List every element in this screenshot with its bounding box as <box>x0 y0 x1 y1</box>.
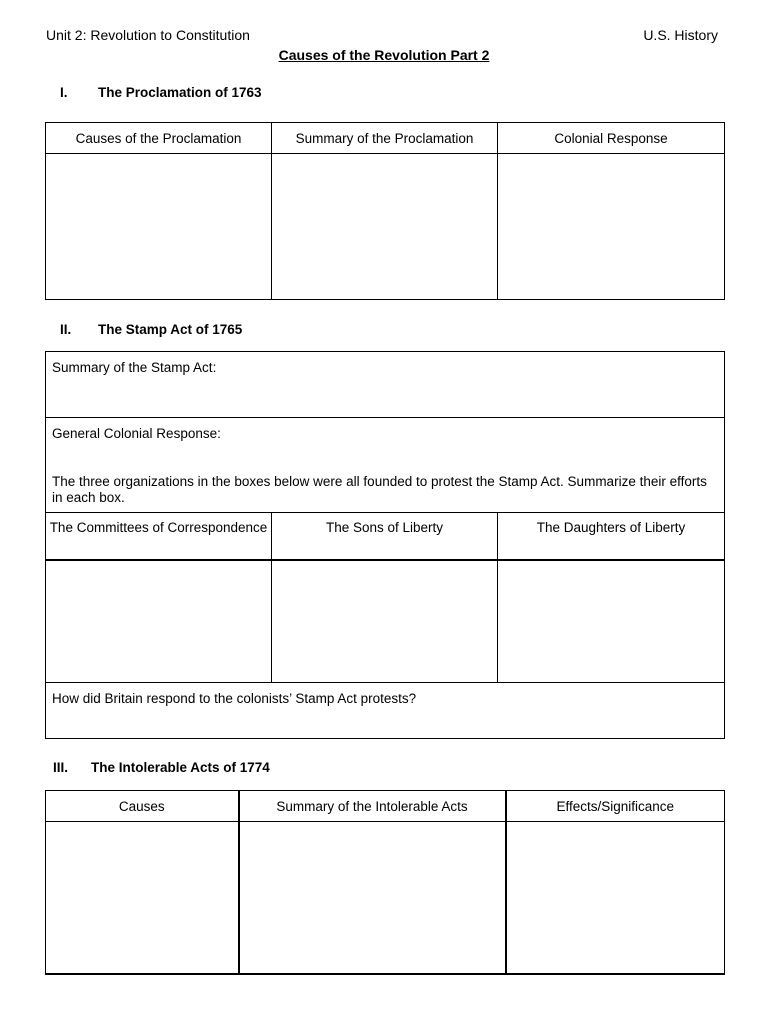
page-title: Causes of the Revolution Part 2 <box>278 47 490 63</box>
intolerable-col-effects: Effects/Significance <box>506 791 725 822</box>
section-3-number: III. <box>53 760 69 775</box>
proclamation-col-causes: Causes of the Proclamation <box>46 123 272 154</box>
intolerable-effects-answer[interactable] <box>506 822 725 975</box>
intolerable-acts-table <box>45 790 725 975</box>
unit-label: Unit 2: Revolution to Constitution <box>46 27 250 43</box>
intolerable-summary-answer[interactable] <box>239 822 506 975</box>
section-2-heading <box>60 322 242 337</box>
col-committees-of-correspondence: The Committees of Correspondence <box>46 513 272 561</box>
britain-response-question: How did Britain respond to the colonists’ Stamp Act protests? <box>52 691 417 706</box>
proclamation-causes-answer[interactable] <box>46 154 272 300</box>
stamp-act-summary-label: Summary of the Stamp Act: <box>52 360 217 375</box>
section-2-number: II. <box>60 322 72 337</box>
britain-response-cell[interactable] <box>46 683 725 739</box>
proclamation-response-answer[interactable] <box>498 154 725 300</box>
col-sons-of-liberty: The Sons of Liberty <box>272 513 498 561</box>
proclamation-col-summary: Summary of the Proclamation <box>272 123 498 154</box>
section-2-title: The Stamp Act of 1765 <box>98 322 243 337</box>
stamp-act-table <box>45 351 725 739</box>
intolerable-causes-answer[interactable] <box>46 822 239 975</box>
stamp-act-summary-cell[interactable] <box>46 352 725 418</box>
section-3-title: The Intolerable Acts of 1774 <box>91 760 270 775</box>
section-1-heading <box>60 85 262 100</box>
proclamation-summary-answer[interactable] <box>272 154 498 300</box>
intolerable-col-causes: Causes <box>46 791 239 822</box>
organizations-instructions: The three organizations in the boxes below were all founded to protest the Stamp Act. Summarize their efforts in each box. <box>52 474 707 505</box>
colonial-response-label: General Colonial Response: <box>52 426 221 441</box>
col-daughters-of-liberty: The Daughters of Liberty <box>498 513 725 561</box>
daughters-of-liberty-answer[interactable] <box>498 560 725 683</box>
proclamation-col-response: Colonial Response <box>498 123 725 154</box>
colonial-response-cell[interactable] <box>46 418 725 513</box>
section-3-heading <box>53 760 270 775</box>
committees-answer[interactable] <box>46 560 272 683</box>
sons-of-liberty-answer[interactable] <box>272 560 498 683</box>
course-label: U.S. History <box>643 27 718 43</box>
section-1-number: I. <box>60 85 68 100</box>
section-1-title: The Proclamation of 1763 <box>98 85 262 100</box>
proclamation-table <box>45 122 725 300</box>
intolerable-col-summary: Summary of the Intolerable Acts <box>239 791 506 822</box>
